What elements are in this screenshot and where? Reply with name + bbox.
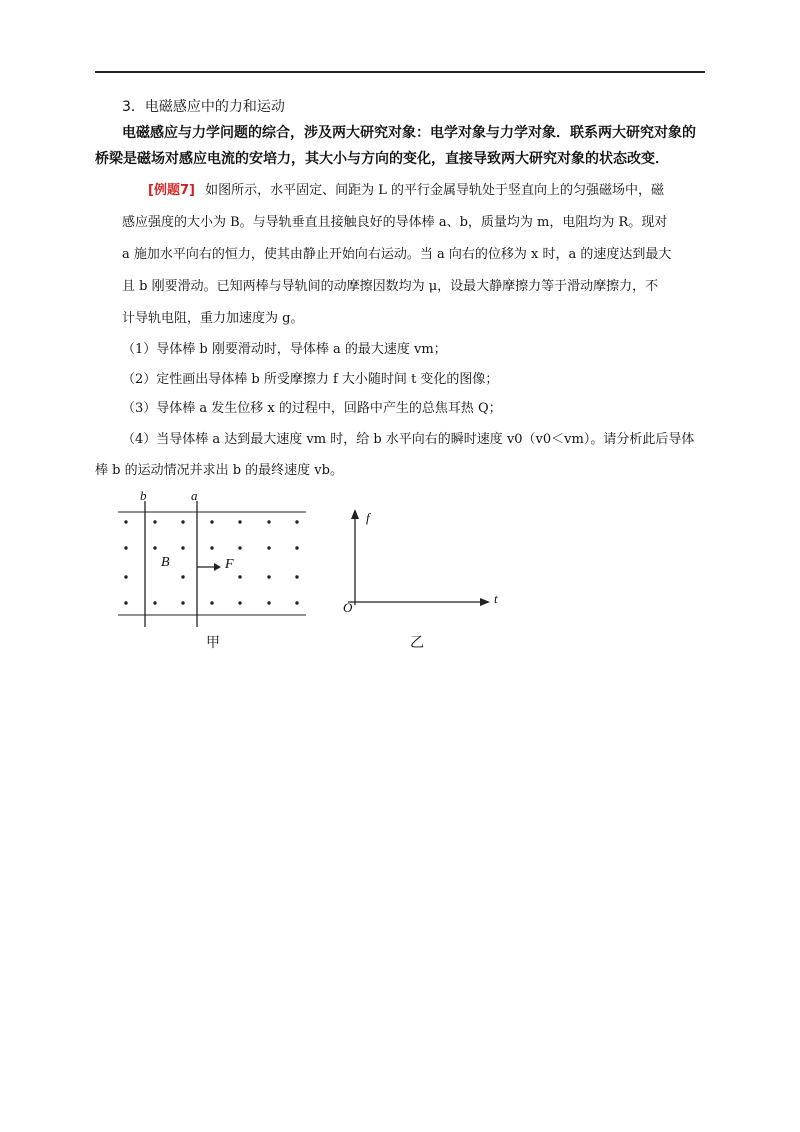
example-tag: [例题7]: [148, 183, 195, 198]
axis-f-arrow: [351, 509, 359, 519]
question-4-line-1: （4）当导体棒 a 达到最大速度 vm 时，给 b 水平向右的瞬时速度 v0（v0＜vm）。请分析此后导体: [122, 432, 695, 447]
label-force-F: F: [225, 557, 234, 572]
label-axis-t: t: [494, 591, 498, 606]
example-line-2: a 施加水平向右的恒力，使其由静止开始向右运动。当 a 向右的位移为 x 时，a 的速度达到最大: [122, 247, 672, 262]
example-line-1: 感应强度的大小为 B。与导轨垂直且接触良好的导体棒 a、b，质量均为 m，电阻均为 R。现对: [122, 215, 668, 230]
figure-yi: [340, 505, 500, 615]
force-arrow-head: [214, 563, 221, 571]
figure-jia: [110, 495, 320, 630]
label-a: a: [191, 488, 198, 503]
intro-line-2: 桥梁是磁场对感应电流的安培力，其大小与方向的变化，直接导致两大研究对象的状态改变．: [95, 151, 669, 167]
caption-jia: 甲: [206, 635, 220, 651]
section-title: 3．电磁感应中的力和运动: [122, 99, 285, 115]
caption-yi: 乙: [410, 635, 424, 651]
label-axis-f: f: [366, 510, 370, 525]
question-2: （2）定性画出导体棒 b 所受摩擦力 f 大小随时间 t 变化的图像；: [122, 372, 499, 387]
intro-line-1: 电磁感应与力学问题的综合，涉及两大研究对象：电学对象与力学对象．联系两大研究对象的: [122, 125, 696, 141]
question-1: （1）导体棒 b 刚要滑动时，导体棒 a 的最大速度 vm；: [122, 342, 447, 357]
label-field-B: B: [161, 555, 170, 570]
label-origin-O: O: [343, 600, 353, 615]
example-first-line: [148, 181, 664, 201]
field-dots: [124, 520, 298, 604]
question-4-line-2: 棒 b 的运动情况并求出 b 的最终速度 vb。: [95, 463, 343, 478]
example-line-3: 且 b 刚要滑动。已知两棒与导轨间的动摩擦因数均为 μ，设最大静摩擦力等于滑动摩擦力，不: [122, 279, 659, 294]
example-line-0: 如图所示，水平固定、间距为 L 的平行金属导轨处于竖直向上的匀强磁场中，磁: [205, 183, 664, 198]
axis-t-arrow: [480, 598, 490, 606]
header-rule: [95, 71, 705, 73]
question-3: （3）导体棒 a 发生位移 x 的过程中，回路中产生的总焦耳热 Q；: [122, 401, 502, 416]
example-line-4: 计导轨电阻，重力加速度为 g。: [122, 311, 304, 326]
label-b: b: [140, 488, 147, 503]
